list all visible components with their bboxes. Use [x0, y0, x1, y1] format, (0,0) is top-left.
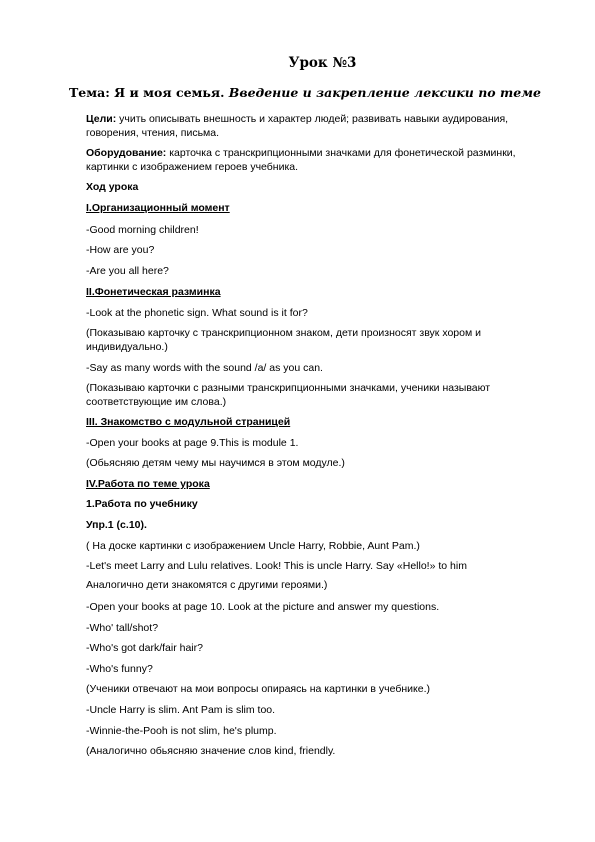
page-title: Урок №3 [288, 55, 357, 71]
goals-label: Цели: [86, 113, 117, 125]
topic-sub: Введение и закрепление лексики по теме [224, 85, 541, 100]
equipment-text-1: карточка с транскрипционными значками для фонетической разминки, [166, 147, 516, 159]
section2-note: индивидуально.) [86, 341, 168, 353]
section4-subtitle: 1.Работа по учебнику [86, 498, 198, 510]
section4-line: -Who's funny? [86, 663, 153, 675]
section1-title: I.Организационный момент [86, 202, 230, 214]
lesson-topic [0, 85, 595, 100]
section2-note: соответствующие им слова.) [86, 396, 227, 408]
equipment-label: Оборудование: [86, 147, 167, 159]
section4-line: Аналогично дети знакомятся с другими героями.) [86, 579, 328, 591]
section4-line: -Open your books at page 10. Look at the picture and answer my questions. [86, 601, 440, 613]
section2-title: II.Фонетическая разминка [86, 286, 221, 298]
equipment-line-2: картинки с изображением героев учебника. [86, 161, 299, 173]
section4-line: -Winnie-the-Pooh is not slim, he's plump. [86, 725, 277, 737]
section4-line: -Who' tall/shot? [86, 622, 159, 634]
section3-title: III. Знакомство с модульной страницей [86, 416, 291, 428]
section4-line: (Аналогично обьясняю значение слов kind, friendly. [86, 745, 336, 757]
section2-note: (Показываю карточку с транскрипционном знаком, дети произносят звук хором и [86, 327, 481, 339]
section1-line: -Good morning children! [86, 224, 199, 236]
goals-line-2: говорения, чтения, письма. [86, 127, 220, 139]
section4-line: -Uncle Harry is slim. Ant Pam is slim too. [86, 704, 276, 716]
section2-note: (Показываю карточки с разными транскрипционными значками, ученики называют [86, 382, 491, 394]
section3-line: -Open your books at page 9.This is module 1. [86, 437, 299, 449]
section2-line: -Say as many words with the sound /a/ as you can. [86, 362, 323, 374]
section4-title: IV.Работа по теме урока [86, 478, 210, 490]
equipment-line-1 [86, 146, 526, 160]
exercise-label: Упр.1 (с.10). [86, 519, 147, 531]
goals-text-1: учить описывать внешность и характер людей; развивать навыки аудирования, [116, 113, 509, 125]
section4-line: -Who's got dark/fair hair? [86, 642, 203, 654]
section1-line: -Are you all here? [86, 265, 169, 277]
goals-line-1 [86, 112, 526, 126]
section3-line: (Обьясняю детям чему мы научимся в этом модуле.) [86, 457, 345, 469]
section1-line: -How are you? [86, 244, 155, 256]
section4-line: -Let's meet Larry and Lulu relatives. Look! This is uncle Harry. Say «Hello!» to him [86, 560, 467, 572]
topic-main: Тема: Я и моя семья. [69, 85, 225, 100]
section2-line: -Look at the phonetic sign. What sound is it for? [86, 307, 308, 319]
section4-line: ( На доске картинки с изображением Uncle Harry, Robbie, Aunt Pam.) [86, 540, 420, 552]
section4-line: (Ученики отвечают на мои вопросы опираясь на картинки в учебнике.) [86, 683, 430, 695]
lesson-heading: Ход урока [86, 181, 139, 193]
